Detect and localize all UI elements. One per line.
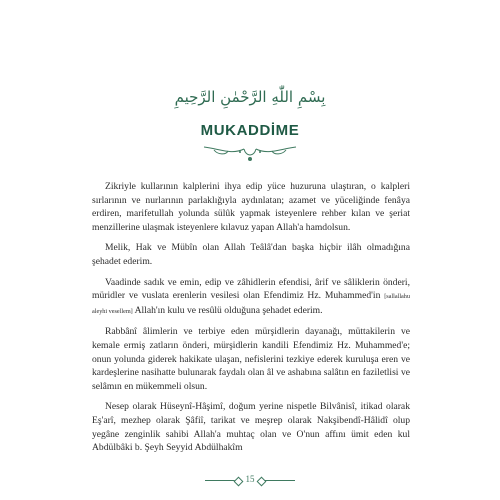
footer-diamond-right-icon [257, 477, 267, 487]
footer-rule-left [205, 480, 235, 481]
paragraph-praise: Zikriyle kullarının kalplerini ihya edip yüce huzuruna ulaştıran, o kalpleri sırlarının ve nurlarının parlaklığıyla aydınlatan; azamet ve yüceliğinde fenâya erdiren, marifetullah yolunda sülûk yapmak isteyenlere rehber kılan ve şeriat menzillerine ulaşmak isteyenlere kılavuz yapan Allah'a hamdolsun. [92, 181, 410, 233]
chapter-title: MUKADDİME [200, 122, 300, 139]
page-number: 15 [245, 474, 255, 484]
footer-diamond-left-icon [234, 477, 244, 487]
paragraph-author: Nesep olarak Hüseynî-Hâşimî, doğum yerine nispetle Bilvânisî, itikad olarak Eş'arî, mezhep olarak Şâfiî, tarikat ve meşrep olarak Nakşibendî-Hâlidî olup yegâne zenginlik sahibi Allah'a muhtaç olan ve O'nun affını ümit eden kul Abdülbâki b. Şeyh Seyyid Abdülhakîm [92, 401, 410, 454]
footer-rule-right [265, 480, 295, 481]
page-footer [205, 474, 295, 488]
bismillah-calligraphy: بِسْمِ اللّٰهِ الرَّحْمٰنِ الرَّحِيمِ [174, 88, 326, 106]
paragraph-salutation: Rabbânî âlimlerin ve terbiye eden mürşidlerin dayanağı, müttakilerin ve kemale ermiş zatların önderi, mürşidlerin kandili Efendimiz Hz. Muhammed'e; onun yolunda giderek hakikate ulaşan, nefislerini tezkiye ederek kuruluşa eren ve kardeşlerine nasihatte bulunarak faydalı olan âl ve ashabına salâtın en faziletlisi ve selâmın en mükemmeli olsun. [92, 326, 410, 392]
preface-text [92, 180, 410, 455]
honorific-note: [sallallahu aleyhi vesellem] [92, 293, 410, 315]
paragraph-testimony-prophet [92, 276, 410, 319]
paragraph-testimony-prophet-part-1: Vaadinde sadık ve emin, edip ve zâhidlerin efendisi, ârif ve sâliklerin önderi, müridler ve vuslata erenlerin vesilesi olan Efendimiz Hz. Muhammed'in [92, 276, 410, 302]
decorative-ornament-icon [200, 137, 300, 167]
paragraph-testimony-prophet-part-2: Allah'ın kulu ve resûlü olduğuna şehadet ederim. [132, 304, 323, 316]
paragraph-testimony-god: Melik, Hak ve Mübîn olan Allah Teâlâ'dan başka hiçbir ilâh olmadığına şehadet ederim. [92, 242, 410, 267]
